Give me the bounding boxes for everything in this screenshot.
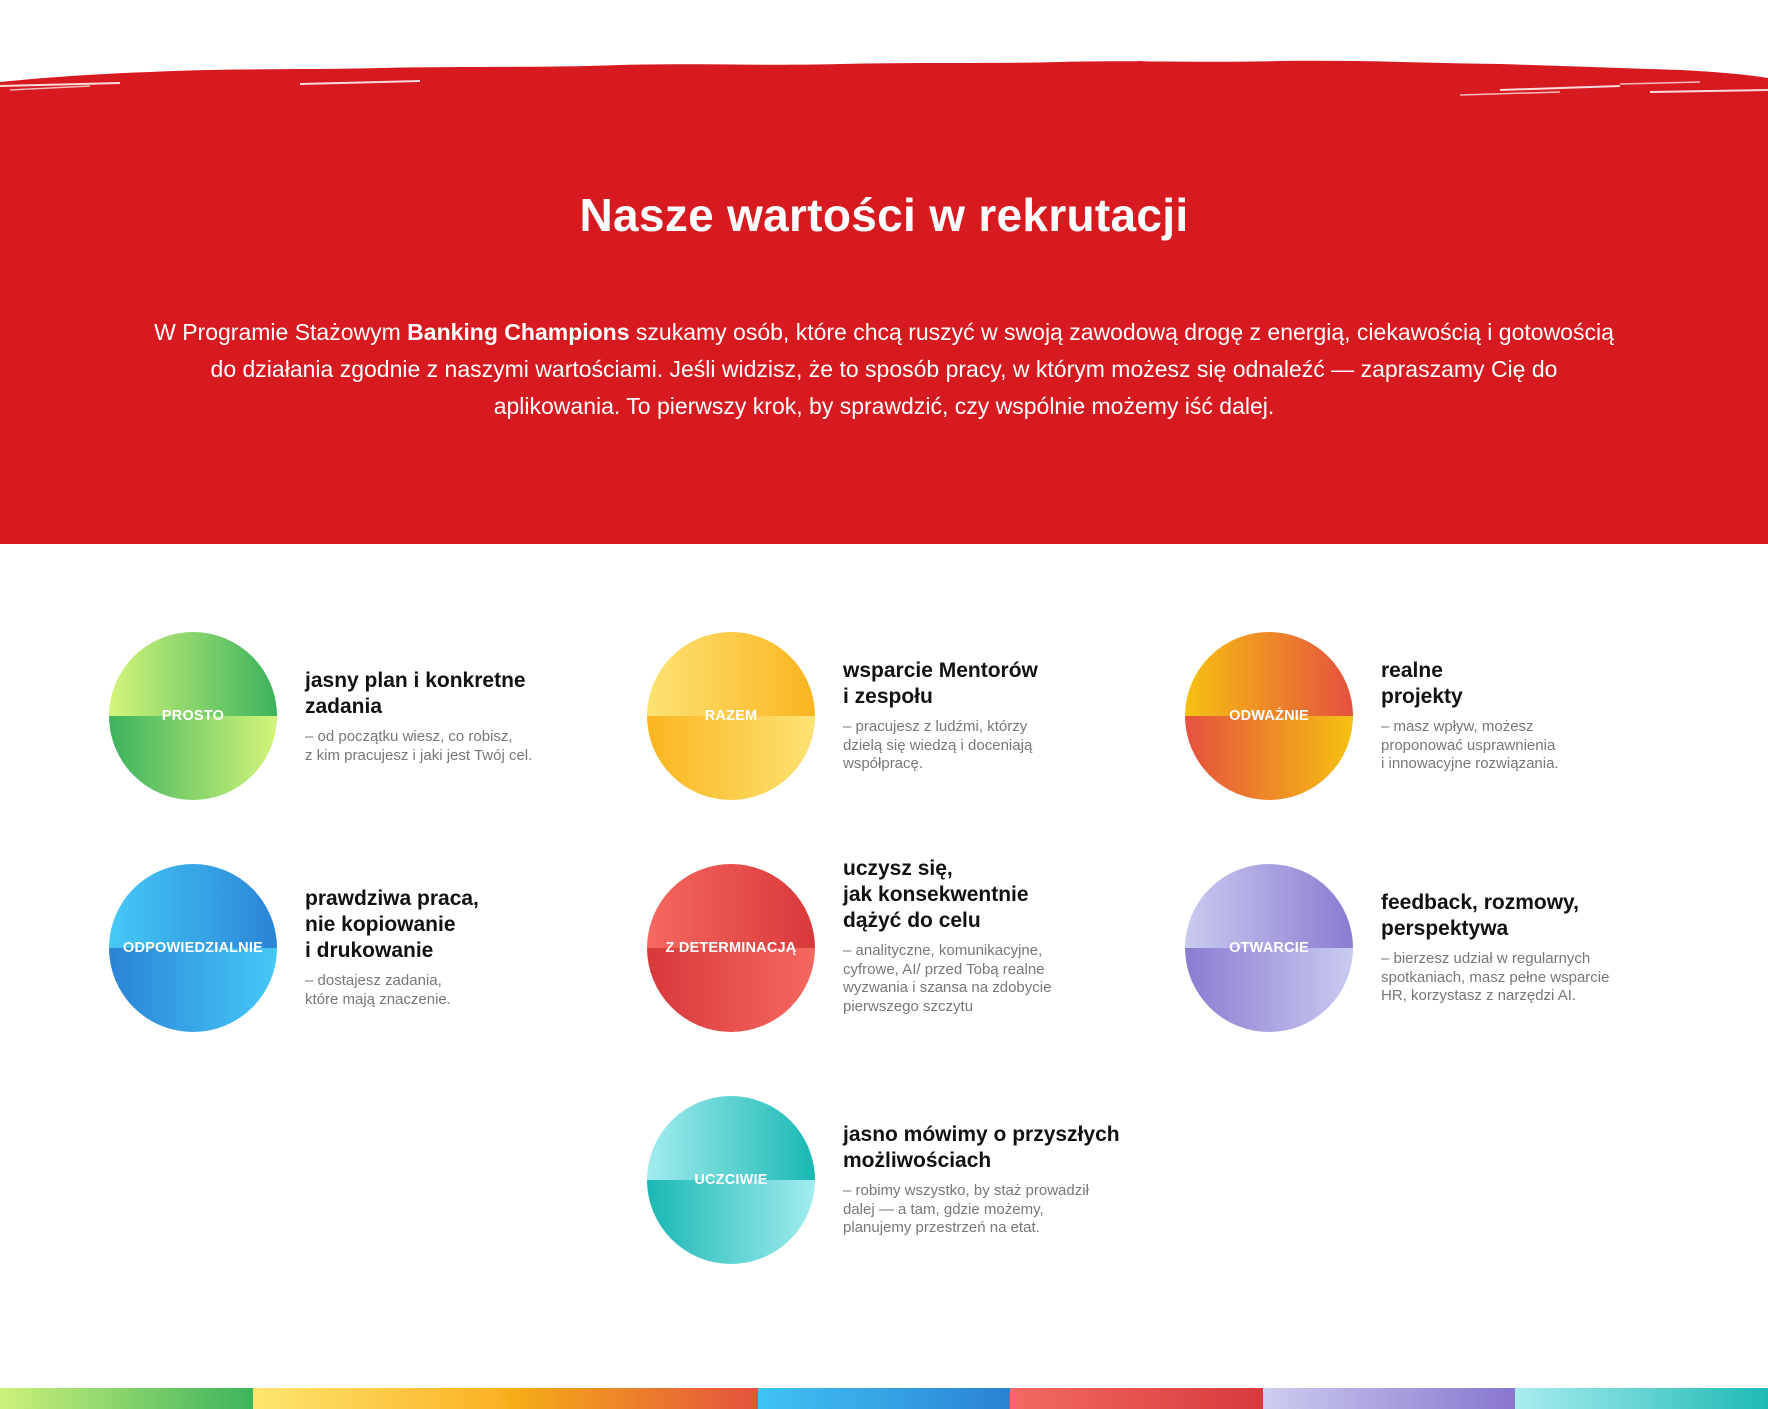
value-circle-label: PROSTO xyxy=(161,708,225,724)
value-circle-label: RAZEM xyxy=(704,708,758,724)
value-circle-label: OTWARCIE xyxy=(1229,940,1309,956)
intro-text-suffix: szukamy osób, które chcą ruszyć w swoją zawodową drogę z energią, ciekawością i gotowością do działania zgodnie z naszymi wartościami. Jeśli widzisz, że to sposób pracy, w którym możesz się odnaleźć — zapraszamy Cię do aplikowania. To pierwszy krok, by sprawdzić, czy wspólnie możemy iść dalej. xyxy=(210,319,1614,419)
value-description: – bierzesz udział w regularnych spotkaniach, masz pełne wsparcie HR, korzystasz z narzędzi AI. xyxy=(1381,950,1610,1004)
value-description: – od początku wiesz, co robisz, z kim pracujesz i jaki jest Twój cel. xyxy=(305,728,533,764)
value-card-prosto xyxy=(109,632,609,802)
value-heading: uczysz się, jak konsekwentnie dążyć do celu xyxy=(843,857,1029,932)
value-text xyxy=(1381,658,1681,774)
value-description: – masz wpływ, możesz proponować usprawnienia i innowacyjne rozwiązania. xyxy=(1381,718,1559,772)
value-heading: realne projekty xyxy=(1381,659,1463,708)
footer-bar-segment-blue xyxy=(758,1388,1011,1409)
footer-bar-segment-red xyxy=(1010,1388,1263,1409)
value-circle xyxy=(647,864,815,1032)
footer-bar-segment-teal xyxy=(1515,1388,1768,1409)
value-heading: wsparcie Mentorów i zespołu xyxy=(843,659,1038,708)
value-circle-label: Z DETERMINACJĄ xyxy=(665,940,797,956)
value-circle-label: ODPOWIEDZIALNIE xyxy=(123,940,263,956)
value-text xyxy=(843,856,1143,1016)
value-text xyxy=(305,886,605,1009)
footer-bar-segment-yellow xyxy=(253,1388,506,1409)
values-grid xyxy=(0,544,1768,1364)
value-heading: feedback, rozmowy, perspektywa xyxy=(1381,891,1580,940)
value-circle xyxy=(1185,864,1353,1032)
value-circle xyxy=(1185,632,1353,800)
footer-color-bar xyxy=(0,1388,1768,1409)
page-title: Nasze wartości w rekrutacji xyxy=(579,189,1189,241)
value-text xyxy=(1381,890,1681,1006)
value-card-odwaznie xyxy=(1185,632,1685,802)
hero-banner xyxy=(0,0,1768,544)
footer-bar-segment-green xyxy=(0,1388,253,1409)
intro-paragraph xyxy=(150,314,1618,425)
value-text xyxy=(843,658,1143,774)
footer-bar-segment-purple xyxy=(1263,1388,1516,1409)
value-text xyxy=(305,668,605,765)
intro-brand-name: Banking Champions xyxy=(407,319,630,345)
value-card-razem xyxy=(647,632,1147,802)
value-card-uczciwie xyxy=(647,1096,1147,1266)
value-circle xyxy=(647,1096,815,1264)
value-description: – analityczne, komunikacyjne, cyfrowe, AI/ przed Tobą realne wyzwania i szansa na zdobycie pierwszego szczytu xyxy=(843,942,1052,1015)
value-circle-label: ODWAŻNIE xyxy=(1229,708,1309,724)
value-card-odpowiedzialnie xyxy=(109,864,609,1034)
value-circle xyxy=(647,632,815,800)
value-circle xyxy=(109,864,277,1032)
value-heading: jasno mówimy o przyszłych możliwościach xyxy=(843,1123,1120,1172)
value-card-z-determinacja xyxy=(647,857,1147,1034)
value-description: – pracujesz z ludźmi, którzy dzielą się wiedzą i doceniają współpracę. xyxy=(843,718,1033,772)
value-card-otwarcie xyxy=(1185,864,1685,1034)
brush-stroke-banner xyxy=(0,0,1768,544)
footer-bar-segment-orange xyxy=(505,1388,758,1409)
value-circle-label: UCZCIWIE xyxy=(694,1172,768,1188)
value-heading: prawdziwa praca, nie kopiowanie i drukowanie xyxy=(305,887,479,962)
intro-text-prefix: W Programie Stażowym xyxy=(154,319,408,345)
value-description: – robimy wszystko, by staż prowadził dalej — a tam, gdzie możemy, planujemy przestrzeń na etat. xyxy=(843,1182,1089,1236)
value-circle xyxy=(109,632,277,800)
value-heading: jasny plan i konkretne zadania xyxy=(305,669,526,718)
value-description: – dostajesz zadania, które mają znaczenie. xyxy=(305,972,451,1008)
value-text xyxy=(843,1122,1163,1238)
